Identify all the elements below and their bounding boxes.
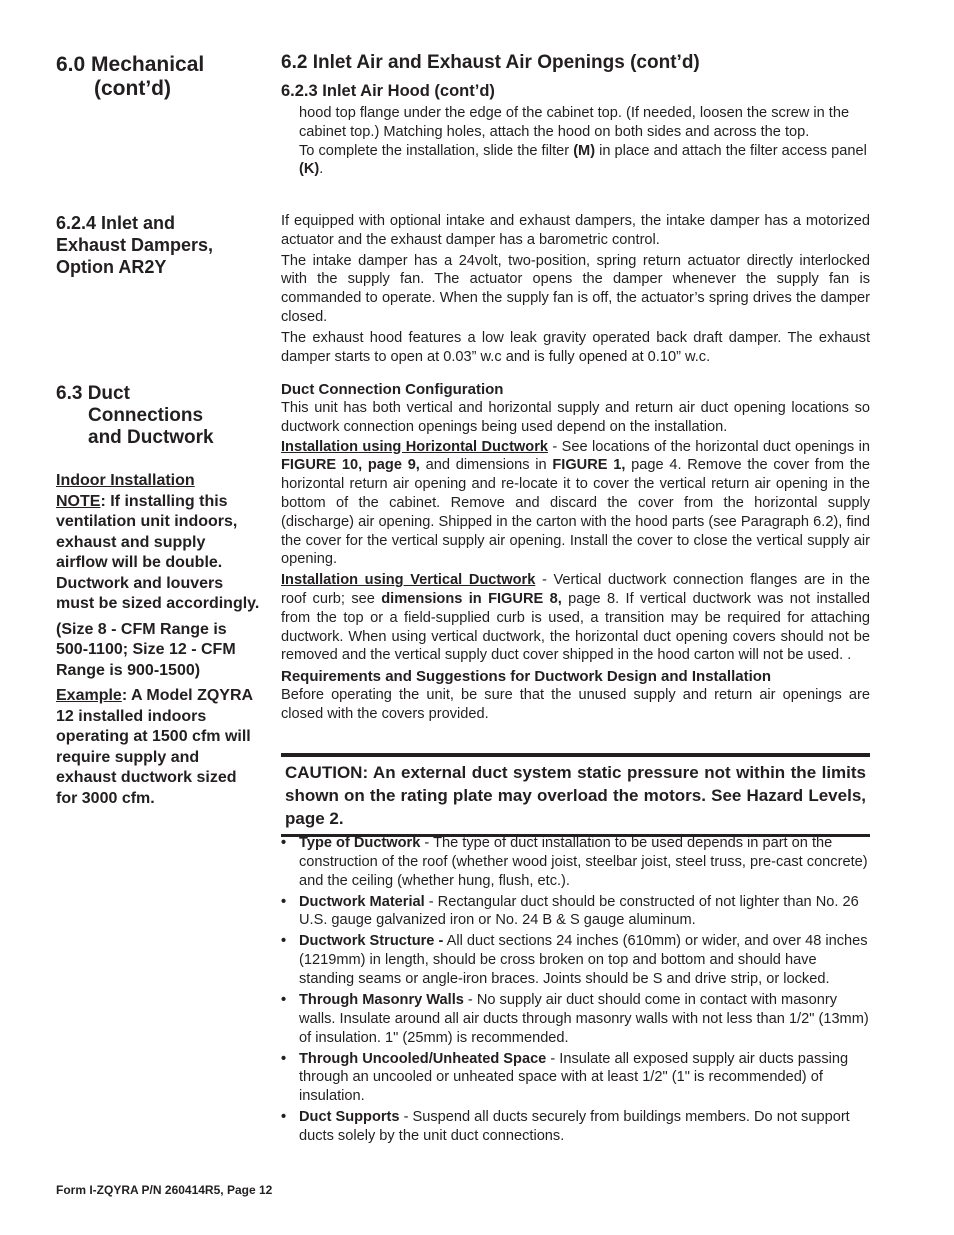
bullet-text: All duct sections 24 inches (610mm) or wider, and over 48 inches (1219mm) in length, should be cross broken on top and bottom and should have standing seams or angle-iron braces. Joints should be S and drive strip, or locked.	[299, 933, 868, 987]
bullet-term: Type of Ductwork	[299, 835, 421, 851]
bullet-text: - No supply air duct should come in contact with masonry walls. Insulate around all air ducts through masonry walls with not less than 1/2" (13mm) of insulation. 1" (25mm) is recommended.	[299, 991, 869, 1046]
note-text: : If installing this ventilation unit indoors, exhaust and supply airflow will be double. Ductwork and louvers must be sized accordingly.	[56, 492, 260, 612]
vertical-ductwork-label: Installation using Vertical Ductwork	[281, 572, 536, 589]
section-6-3-line3: and Ductwork	[88, 427, 214, 448]
bullet-text: - Suspend all ducts securely from buildings members. Do not support ducts solely by the unit duct connections.	[299, 1109, 850, 1144]
requirements-heading: Requirements and Suggestions for Ductwork Design and Installation	[281, 668, 772, 686]
indoor-installation-heading: Indoor Installation	[56, 472, 195, 489]
horiz-a: - See locations of the horizontal duct openings in	[548, 438, 870, 455]
example-text: : A Model ZQYRA 12 installed indoors operating at 1500 cfm will require supply and exhaust ductwork sized for 3000 cfm.	[56, 687, 253, 807]
hood-paragraph-2	[299, 142, 871, 180]
vert-b: page 8. If vertical ductwork was not installed from the top or a field-supplied curb is used, a transition may be required for attaching ductwork. When using vertical ductwork, the horizontal duct opening covers should not be removed and the vertical supply duct cover shipped in the hood carton will not be used. .	[281, 590, 870, 664]
cfm-range-text: (Size 8 - CFM Range is 500-1100; Size 12 - CFM Range is 900-1500)	[56, 620, 236, 679]
section-6-0-cont: (cont’d)	[94, 77, 171, 100]
section-6-2-4-line1: 6.2.4 Inlet and	[56, 213, 176, 233]
bullet-icon: •	[281, 1109, 287, 1126]
bullet-item	[281, 932, 871, 988]
example-label: Example	[56, 687, 122, 704]
horiz-c: page 4. Remove the cover from the horizontal return air opening and re-locate it to cover the vertical return air opening in the bottom of the cabinet. Remove and discard the cover from the horizontal supply (discharge) air opening. Shipped in the carton with the hood parts (see Paragraph 6.2), find the cover for the vertical supply air opening. Install the cover to close the vertical supply air opening.	[281, 457, 870, 568]
bullet-item	[281, 1050, 871, 1106]
caution-box	[281, 753, 870, 837]
section-6-0-title: 6.0 Mechanical	[56, 53, 205, 76]
figure-1-ref: FIGURE 1,	[552, 457, 626, 474]
section-6-2-4-heading	[56, 212, 213, 278]
bullet-icon: •	[281, 893, 287, 910]
caution-text: CAUTION: An external duct system static pressure not within the limits shown on the rating plate may overload the motors. See Hazard Levels, page 2.	[285, 763, 866, 828]
bullet-icon: •	[281, 991, 287, 1008]
panel-ref-k: (K)	[299, 161, 320, 178]
duct-connection-heading: Duct Connection Configuration	[281, 381, 504, 398]
vert-a: - Vertical ductwork connection flanges are in the roof curb; see	[281, 572, 870, 607]
figure-10-ref: FIGURE 10, page 9,	[281, 457, 420, 474]
ductwork-bullet-list	[281, 834, 871, 1148]
horizontal-ductwork-paragraph	[281, 438, 870, 570]
section-6-2-3-heading: 6.2.3 Inlet Air Hood (cont’d)	[281, 82, 495, 100]
section-6-2-4-line3: Option AR2Y	[56, 257, 167, 277]
bullet-text: - Insulate all exposed supply air ducts passing through an uncooled or unheated space with at least 1/2" (1" is recommended) of insulation.	[299, 1050, 849, 1105]
bullet-text: - The type of duct installation to be used depends in part on the construction of the roof (whether wood joist, steelbar joist, steel truss, pre-cast concrete) and the ceiling (whether hung, flush, etc.).	[299, 835, 868, 889]
indoor-installation-note	[56, 471, 261, 809]
section-6-0-heading	[56, 53, 204, 101]
bullet-term: Ductwork Material	[299, 893, 425, 910]
bullet-term: Through Uncooled/Unheated Space	[299, 1050, 547, 1067]
duct-connection-paragraph: This unit has both vertical and horizontal supply and return air duct opening locations so ductwork connection openings being used depend on the installation.	[281, 400, 870, 435]
page-footer: Form I-ZQYRA P/N 260414R5, Page 12	[56, 1183, 273, 1197]
section-6-3-line1: 6.3 Duct	[56, 383, 130, 404]
bullet-term: Duct Supports	[299, 1109, 400, 1126]
section-6-2-4-line2: Exhaust Dampers,	[56, 235, 214, 255]
hood-p2-c: .	[319, 161, 324, 178]
section-6-2-heading: 6.2 Inlet Air and Exhaust Air Openings (cont’d)	[281, 52, 700, 73]
bullet-term: Ductwork Structure -	[299, 933, 444, 950]
hood-paragraph-1: hood top flange under the edge of the cabinet top. (If needed, loosen the screw in the cabinet top.) Matching holes, attach the hood on both sides and across the top.	[299, 105, 850, 140]
dampers-paragraph-1: If equipped with optional intake and exhaust dampers, the intake damper has a motorized actuator and the exhaust damper has a barometric control.	[281, 213, 870, 248]
bullet-item	[281, 991, 871, 1047]
bullet-item	[281, 1108, 871, 1146]
bullet-item	[281, 893, 871, 931]
dampers-text	[281, 212, 870, 366]
section-6-3-line2: Connections	[88, 405, 204, 426]
filter-ref-m: (M)	[573, 142, 596, 159]
bullet-icon: •	[281, 835, 287, 851]
bullet-text: - Rectangular duct should be constructed of not lighter than No. 26 U.S. gauge galvanized iron or No. 24 B & S gauge aluminum.	[299, 893, 859, 929]
hood-p2-a: To complete the installation, slide the filter	[299, 142, 574, 159]
bullet-list	[281, 834, 871, 1146]
note-label: NOTE	[56, 492, 101, 510]
vertical-ductwork-paragraph	[281, 571, 870, 665]
duct-connection-section	[281, 381, 870, 724]
indoor-note-paragraph	[56, 492, 261, 615]
dampers-paragraph-2: The intake damper has a 24volt, two-position, spring return actuator directly interlocked with the supply fan. The actuator opens the damper whenever the supply fan is commanded to operate. When the supply fan is off, the actuator’s spring drives the damper closed.	[281, 252, 870, 325]
bullet-icon: •	[281, 933, 287, 950]
horiz-b: and dimensions in	[419, 457, 553, 474]
bullet-term: Through Masonry Walls	[299, 991, 464, 1008]
dampers-paragraph-3: The exhaust hood features a low leak gravity operated back draft damper. The exhaust damper starts to open at 0.03” w.c and is fully opened at 0.10” w.c.	[281, 329, 870, 365]
bullet-item	[281, 834, 871, 890]
section-6-3-heading	[56, 383, 214, 449]
example-paragraph	[56, 686, 261, 809]
bullet-icon: •	[281, 1050, 287, 1067]
requirements-paragraph: Before operating the unit, be sure that the unused supply and return air openings are closed with the covers provided.	[281, 687, 870, 722]
horizontal-ductwork-label: Installation using Horizontal Ductwork	[281, 438, 548, 455]
hood-p2-b: in place and attach the filter access panel	[595, 142, 867, 159]
inlet-hood-text	[299, 104, 871, 179]
figure-8-ref: dimensions in FIGURE 8,	[381, 590, 562, 607]
